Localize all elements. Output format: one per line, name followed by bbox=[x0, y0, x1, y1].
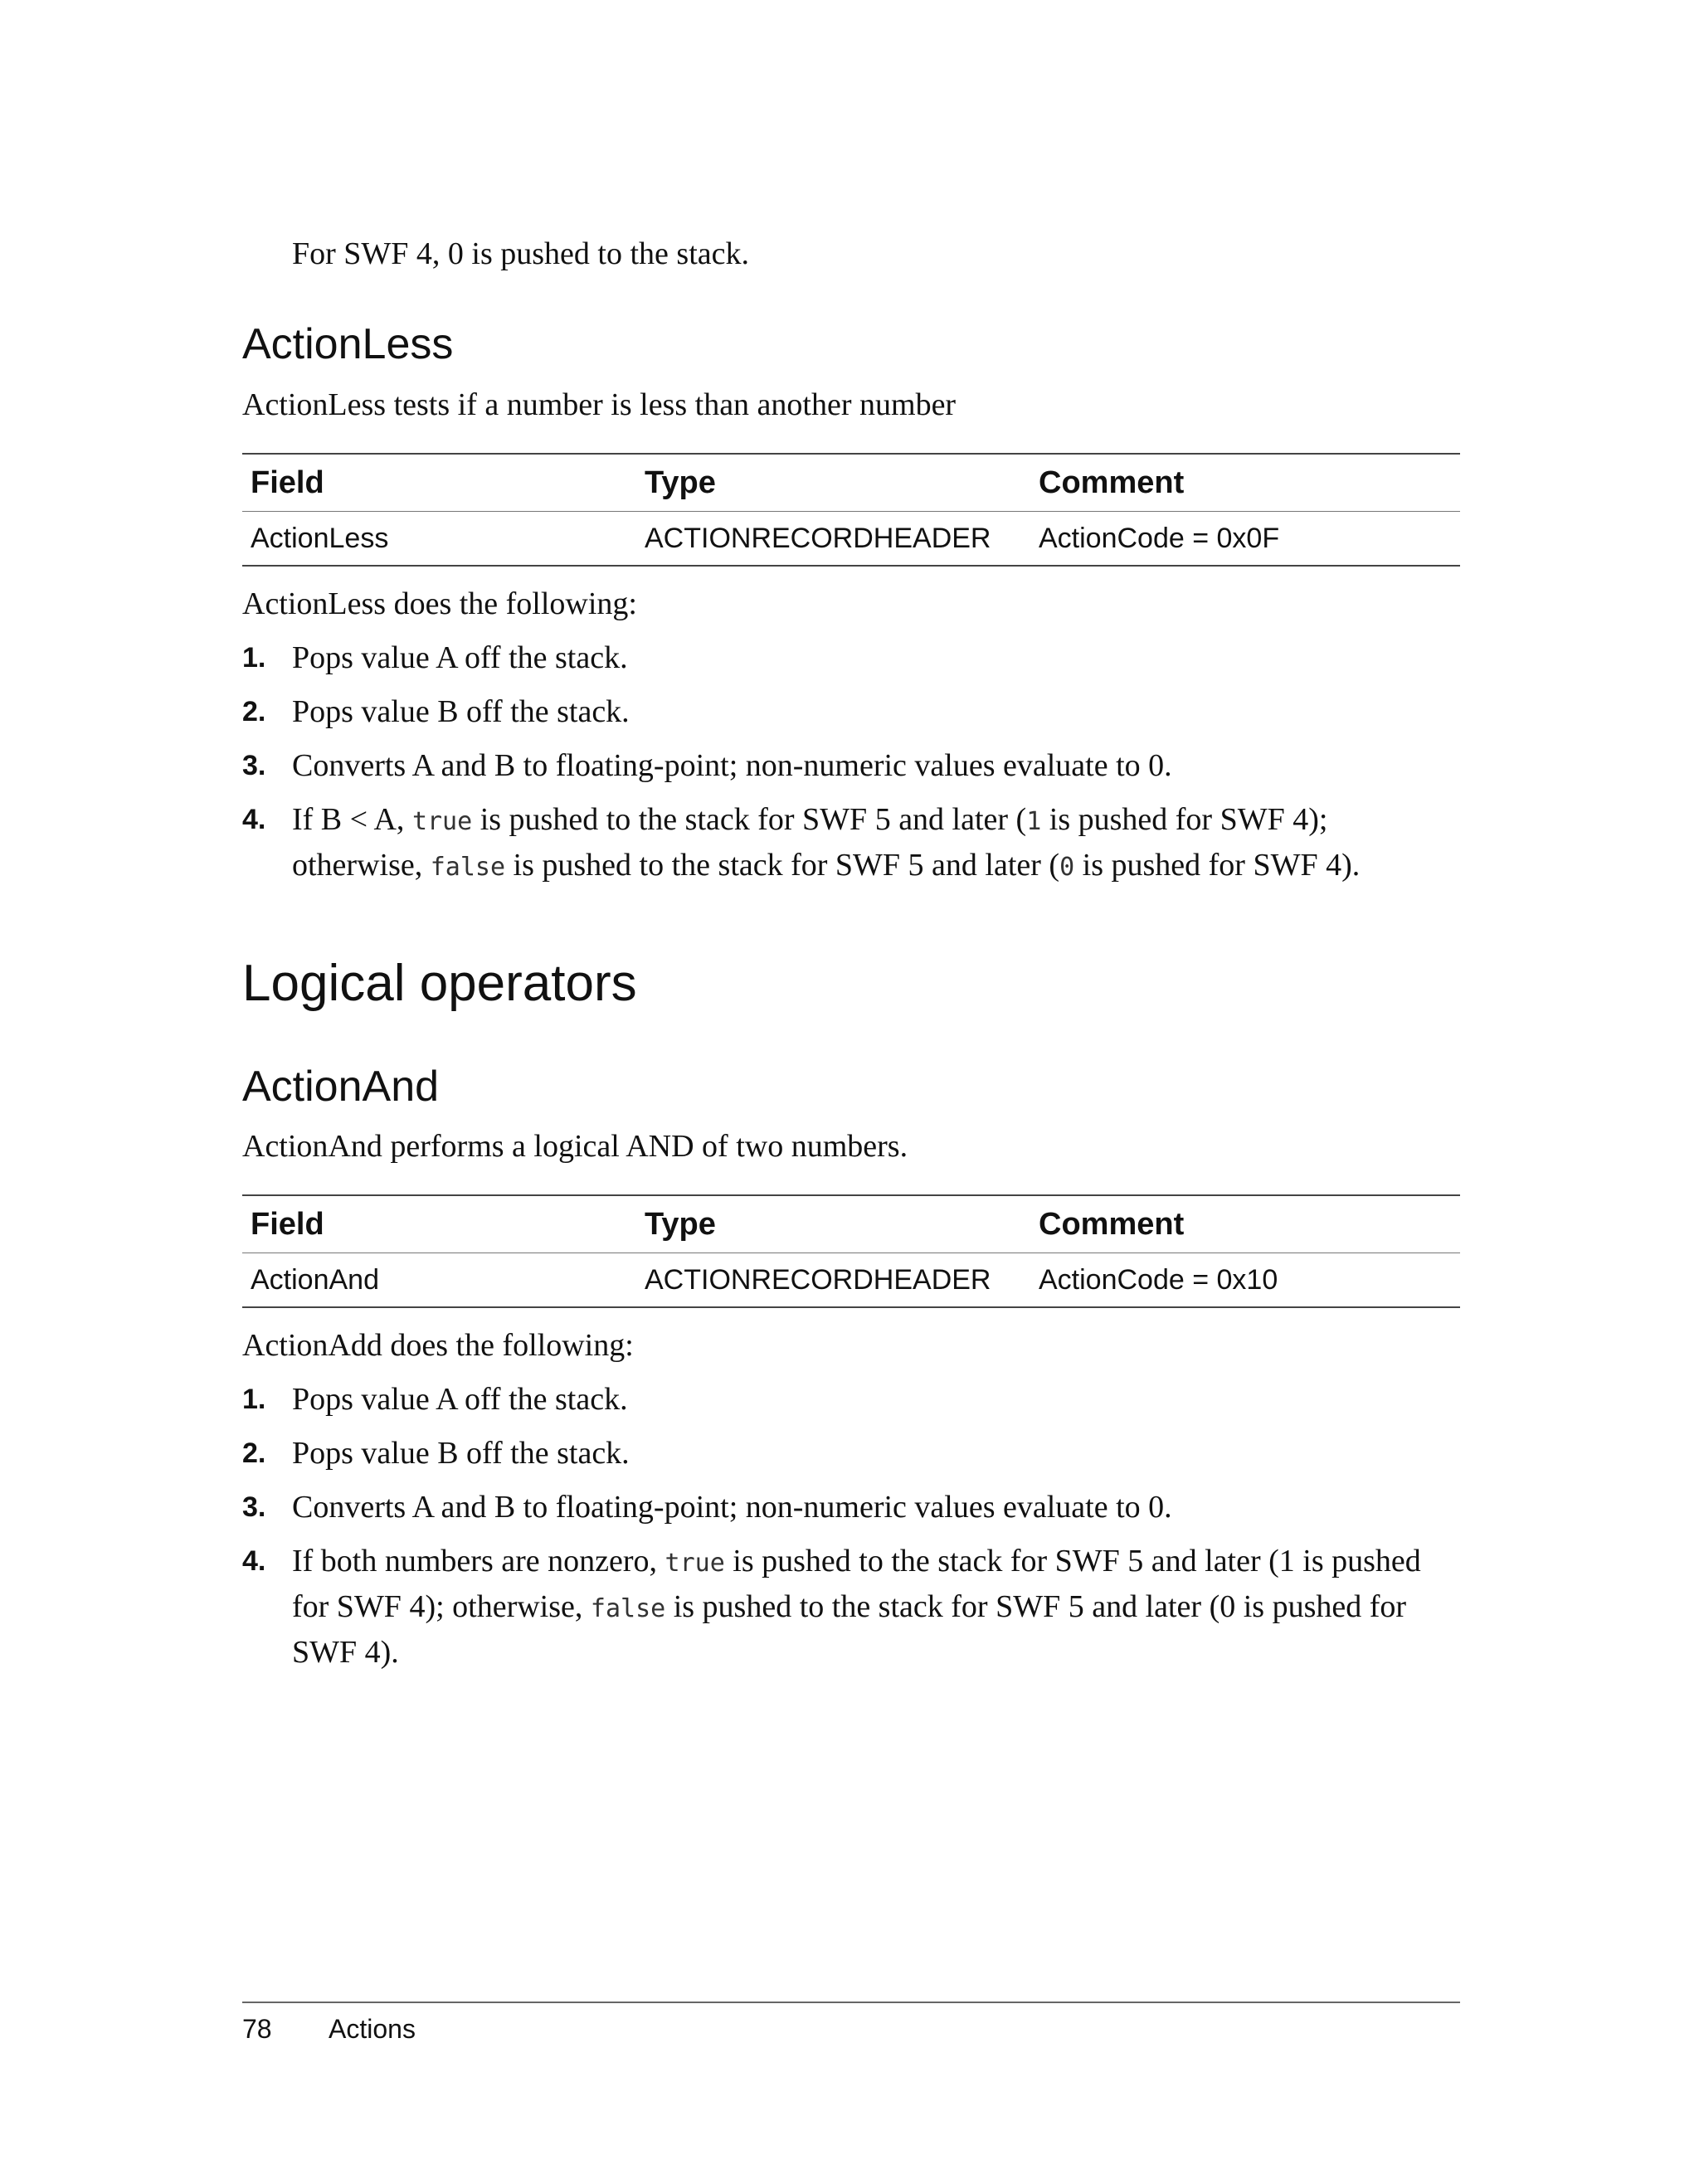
list-item bbox=[242, 1378, 1460, 1421]
code-true: true bbox=[411, 807, 473, 836]
step-text: Converts A and B to floating-point; non-numeric values evaluate to 0. bbox=[292, 748, 1172, 783]
column-header-field: Field bbox=[242, 454, 636, 512]
actionless-field-table bbox=[242, 453, 1460, 567]
step-number: 2. bbox=[242, 696, 266, 727]
list-item bbox=[242, 1540, 1460, 1674]
continuation-text: For SWF 4, 0 is pushed to the stack. bbox=[292, 236, 749, 271]
step-number: 4. bbox=[242, 1545, 266, 1577]
step-text: Converts A and B to floating-point; non-numeric values evaluate to 0. bbox=[292, 1490, 1172, 1525]
code-zero: 0 bbox=[1059, 853, 1075, 882]
actionless-intro: ActionLess tests if a number is less than another number bbox=[242, 387, 957, 422]
column-header-comment: Comment bbox=[1030, 1195, 1460, 1253]
table-row bbox=[242, 512, 1460, 567]
footer-divider bbox=[242, 2002, 1460, 2003]
step-text: Pops value A off the stack. bbox=[292, 1382, 628, 1417]
code-one: 1 bbox=[1026, 807, 1042, 836]
table-header-row bbox=[242, 1195, 1460, 1253]
chapter-heading-logical-operators: Logical operators bbox=[242, 955, 637, 1012]
column-header-field: Field bbox=[242, 1195, 636, 1253]
step-text-part: is pushed to the stack for SWF 5 and later (0 is pushed for SWF 4). bbox=[292, 1589, 1407, 1670]
column-header-type: Type bbox=[636, 454, 1030, 512]
step-number: 3. bbox=[242, 750, 266, 781]
actionand-intro: ActionAnd performs a logical AND of two numbers. bbox=[242, 1129, 908, 1164]
step-text-part: is pushed for SWF 4); otherwise, bbox=[292, 802, 1328, 883]
table-header-row bbox=[242, 454, 1460, 512]
code-false: false bbox=[430, 853, 506, 882]
table-row bbox=[242, 1253, 1460, 1308]
actionand-steps-list bbox=[242, 1378, 1460, 1685]
page-footer bbox=[242, 2014, 416, 2045]
step-number: 3. bbox=[242, 1491, 266, 1523]
step-number: 4. bbox=[242, 804, 266, 835]
step-text: Pops value B off the stack. bbox=[292, 694, 630, 729]
list-item bbox=[242, 1486, 1460, 1529]
list-item bbox=[242, 798, 1460, 889]
code-true: true bbox=[665, 1549, 725, 1578]
step-number: 2. bbox=[242, 1437, 266, 1469]
cell-comment: ActionCode = 0x0F bbox=[1030, 512, 1460, 567]
page-number: 78 bbox=[242, 2014, 272, 2044]
step-text-part: If both numbers are nonzero, bbox=[292, 1544, 665, 1578]
footer-section-title: Actions bbox=[329, 2014, 416, 2044]
cell-comment: ActionCode = 0x10 bbox=[1030, 1253, 1460, 1308]
cell-type: ACTIONRECORDHEADER bbox=[636, 512, 1030, 567]
step-text-part: If B < A, bbox=[292, 802, 412, 837]
column-header-type: Type bbox=[636, 1195, 1030, 1253]
list-item bbox=[242, 744, 1460, 787]
list-item bbox=[242, 636, 1460, 679]
list-item bbox=[242, 690, 1460, 733]
step-text-part: is pushed to the stack for SWF 5 and later ( bbox=[505, 848, 1060, 883]
step-number: 1. bbox=[242, 1384, 266, 1415]
actionless-steps-list bbox=[242, 636, 1460, 900]
actionand-field-table bbox=[242, 1194, 1460, 1308]
code-false: false bbox=[590, 1594, 666, 1623]
step-text-part: is pushed to the stack for SWF 5 and later (1 is pushed for SWF 4); otherwise, bbox=[292, 1544, 1421, 1624]
cell-field: ActionAnd bbox=[242, 1253, 636, 1308]
cell-field: ActionLess bbox=[242, 512, 636, 567]
step-text: Pops value A off the stack. bbox=[292, 640, 628, 675]
step-text: Pops value B off the stack. bbox=[292, 1436, 630, 1471]
step-text-part: is pushed for SWF 4). bbox=[1074, 848, 1361, 883]
step-text-part: is pushed to the stack for SWF 5 and later ( bbox=[472, 802, 1027, 837]
section-heading-actionand: ActionAnd bbox=[242, 1063, 440, 1111]
section-heading-actionless: ActionLess bbox=[242, 320, 454, 368]
column-header-comment: Comment bbox=[1030, 454, 1460, 512]
step-number: 1. bbox=[242, 642, 266, 674]
actionand-does-text: ActionAdd does the following: bbox=[242, 1328, 634, 1363]
list-item bbox=[242, 1432, 1460, 1475]
actionless-does-text: ActionLess does the following: bbox=[242, 586, 637, 621]
cell-type: ACTIONRECORDHEADER bbox=[636, 1253, 1030, 1308]
